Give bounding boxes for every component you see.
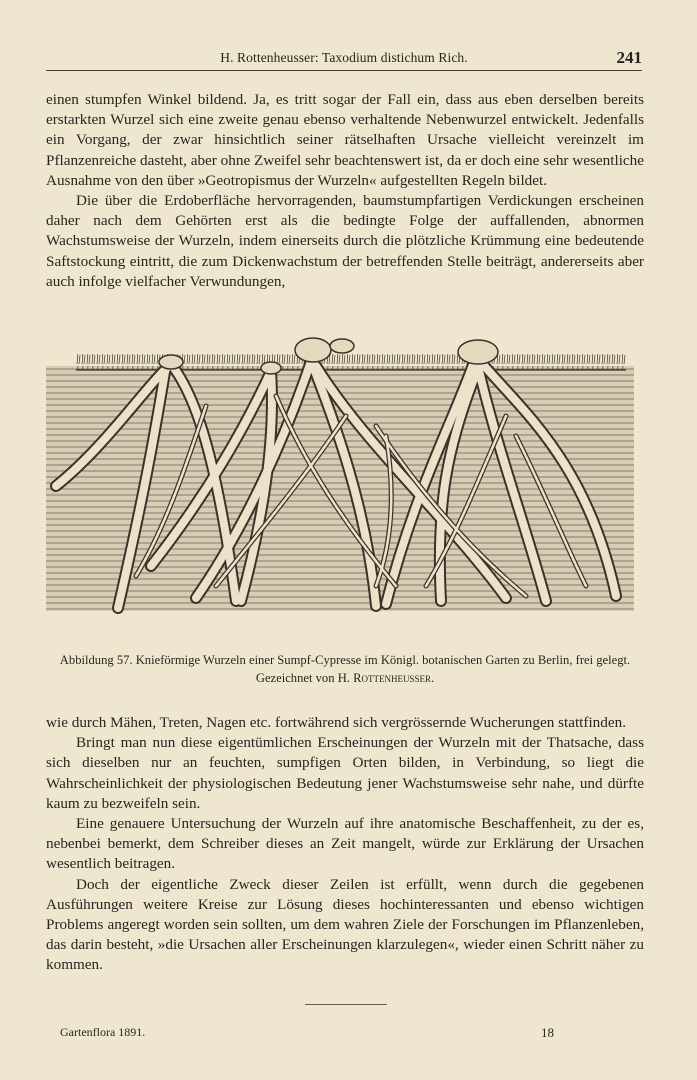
root-illustration bbox=[46, 336, 636, 616]
paragraph: Die über die Erdoberfläche hervorragenden, baumstumpfartigen Verdickungen erscheinen daher nach dem Gehörten erst als die bedingte Folge der auffallenden, abnormen Wachstumsweise der Wurzeln, indem einerseits durch die plötzliche Krümmung eine bedeutende Saftstockung eintritt, die zum Dickenwachstum der betreffenden Stelle beiträgt, andererseits aber auch infolge vielfacher Verwundungen, bbox=[46, 192, 644, 290]
caption-author: H. Rottenheusser. bbox=[337, 671, 435, 685]
running-title: H. Rottenheusser: Taxodium distichum Rich. bbox=[220, 50, 468, 65]
paragraph: Doch der eigentliche Zweck dieser Zeilen ist erfüllt, wenn durch die gegebenen Ausführungen weitere Kreise zur Lösung dieses hochinteressanten und ebenso wichtigen Problems angeregt worden sein sollten, um dem wahren Ziele der Forschungen im Pflanzenleben, das darin besteht, »die Ursachen aller Erscheinungen klarzulegen«, wieder einen Schritt näher zu kommen. bbox=[46, 875, 644, 974]
footer-signature: 18 bbox=[541, 1025, 554, 1040]
root-knee bbox=[330, 339, 354, 353]
footer-journal: Gartenflora 1891. bbox=[60, 1025, 146, 1039]
root-knee bbox=[458, 340, 498, 364]
body-text-top bbox=[46, 90, 644, 292]
paragraph: wie durch Mähen, Treten, Nagen etc. fortwährend sich vergrössernde Wucherungen stattfinden. bbox=[46, 714, 626, 731]
paragraph: einen stumpfen Winkel bildend. Ja, es tritt sogar der Fall ein, dass aus eben derselben bereits erstarkten Wurzel sich eine zweite genau ebenso verhaltende Nebenwurzel entwickelt. Jedenfalls ein Vorgang, der zwar hinsichtlich seiner rätselhaften Ursache vielleicht vereinzelt im Pflanzenreiche dasteht, aber ohne Zweifel sehr beachtenswert ist, da er doch eine sehr wesentliche Ausnahme von den über »Geotropismus der Wurzeln« aufgestellten Regeln bildet. bbox=[46, 91, 644, 189]
caption-text: Abbildung 57. Knieförmige Wurzeln einer Sumpf-Cypresse im Königl. botanischen Garten zu Berlin, frei gelegt. Gezeichnet von bbox=[59, 653, 631, 685]
running-head bbox=[46, 48, 642, 71]
root-knee bbox=[295, 338, 331, 362]
paragraph: Eine genauere Untersuchung der Wurzeln auf ihre anatomische Beschaffenheit, zu der es, nebenbei bemerkt, dem Schreiber dieses an Zeit mangelt, würde zur Erklärung der Ursachen wesentlich beitragen. bbox=[46, 815, 644, 873]
figure-caption bbox=[46, 651, 644, 687]
body-text-bottom bbox=[46, 713, 644, 976]
page-number: 241 bbox=[616, 48, 642, 67]
root-knee bbox=[261, 362, 281, 374]
root-knee bbox=[159, 355, 183, 369]
end-rule bbox=[305, 1004, 387, 1005]
paragraph: Bringt man nun diese eigentümlichen Erscheinungen der Wurzeln mit der Thatsache, dass sich dieselben nur an feuchten, sumpfigen Orten bilden, in Verbindung, so liegt die Wahrscheinlichkeit der physiologischen Bedeutung jener Wachstumsweise sehr nahe, und dürfte kaum zu bezweifeln sein. bbox=[46, 734, 644, 812]
